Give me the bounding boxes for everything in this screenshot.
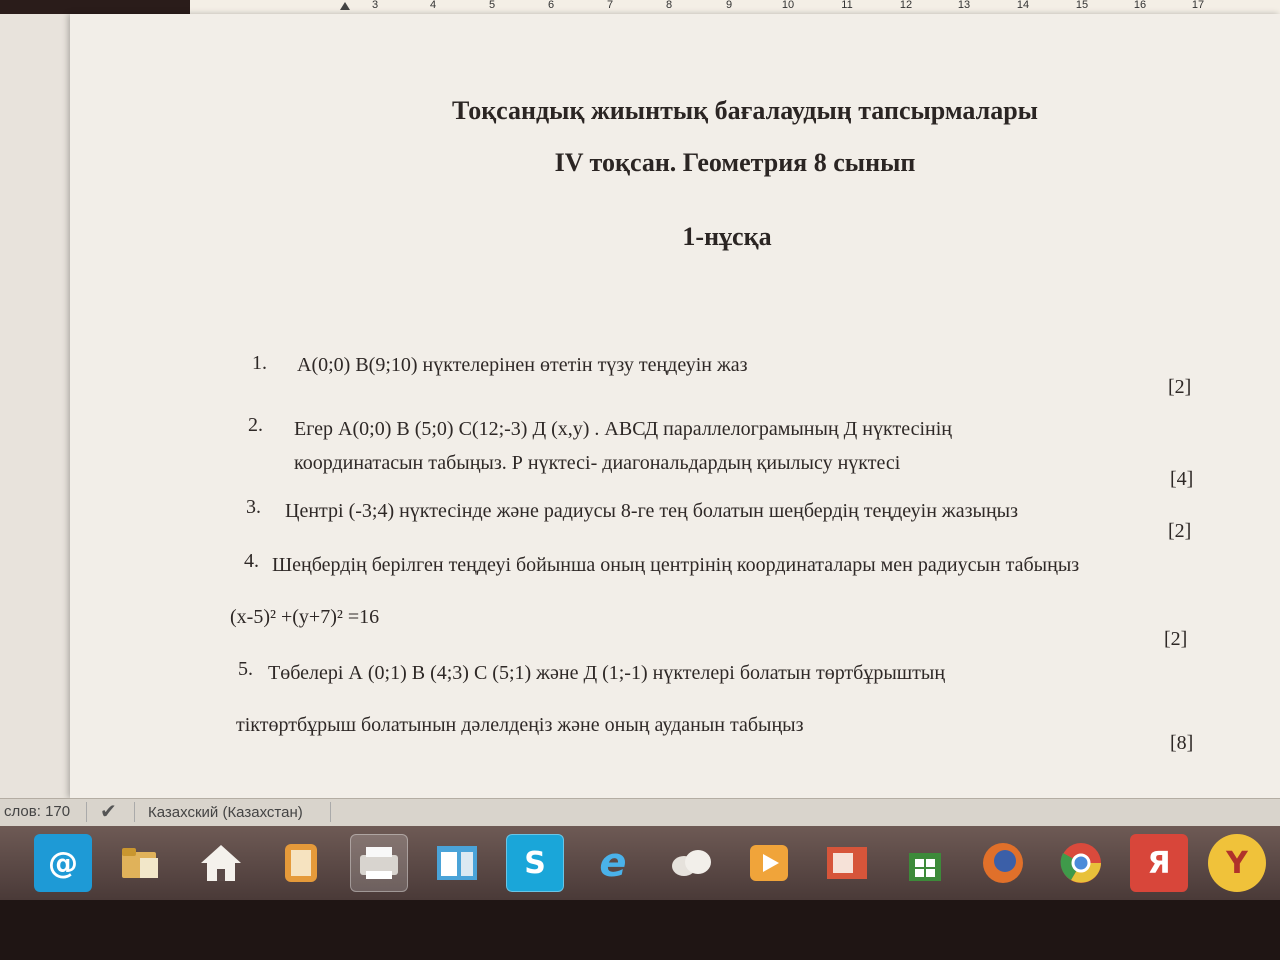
circle-equation: (х-5)² +(у+7)² =16 xyxy=(230,606,380,628)
windows-taskbar xyxy=(0,826,1280,900)
ruler-tick: 13 xyxy=(957,0,971,11)
question-number: 5. xyxy=(238,658,253,680)
skype-icon[interactable]: S xyxy=(506,834,564,892)
question-score: [2] xyxy=(1168,520,1192,542)
yandex-browser-icon[interactable]: Y xyxy=(1208,834,1266,892)
question-score: [2] xyxy=(1168,376,1192,398)
ruler-tick: 14 xyxy=(1016,0,1030,11)
powerpoint-icon[interactable] xyxy=(818,834,876,892)
folder-icon xyxy=(120,844,162,882)
documents-icon[interactable] xyxy=(272,834,330,892)
question-text: Центрі (-3;4) нүктесінде және радиусы 8-ге тең болатын шеңбердің теңдеуін жазыңыз xyxy=(285,500,1018,522)
scanner-icon[interactable] xyxy=(350,834,408,892)
yandex-icon[interactable]: Я xyxy=(1130,834,1188,892)
question-text: А(0;0) В(9;10) нүктелерінен өтетін түзу теңдеуін жаз xyxy=(297,354,748,376)
status-divider xyxy=(134,802,135,822)
ruler-tick: 7 xyxy=(606,0,614,11)
status-bar xyxy=(0,798,1280,827)
ruler-tick: 16 xyxy=(1133,0,1147,11)
document-title: Тоқсандық жиынтық бағалаудың тапсырмалары xyxy=(452,96,1038,125)
media-player-icon[interactable] xyxy=(740,834,798,892)
language-indicator[interactable]: Казахский (Казахстан) xyxy=(148,804,303,821)
ruler-tick: 8 xyxy=(665,0,673,11)
question-score: [2] xyxy=(1164,628,1188,650)
house-icon xyxy=(199,843,243,883)
document-workspace[interactable] xyxy=(0,14,1280,798)
status-divider xyxy=(330,802,331,822)
ruler-tick: 6 xyxy=(547,0,555,11)
ruler-tick: 9 xyxy=(725,0,733,11)
mail-agent-icon[interactable]: @ xyxy=(34,834,92,892)
question-number: 2. xyxy=(248,414,263,436)
question-score: [4] xyxy=(1170,468,1194,490)
chrome-icon[interactable] xyxy=(1052,834,1110,892)
presentation-icon xyxy=(825,843,869,883)
ruler-tick: 3 xyxy=(371,0,379,11)
ruler-tick: 11 xyxy=(841,0,853,11)
ruler-tick: 10 xyxy=(781,0,795,11)
question-score: [8] xyxy=(1170,732,1194,754)
chrome-logo-icon xyxy=(1059,841,1103,885)
variant-heading: 1-нұсқа xyxy=(682,222,772,251)
firefox-icon[interactable] xyxy=(974,834,1032,892)
play-icon xyxy=(748,843,790,883)
store-icon[interactable] xyxy=(896,834,954,892)
word-count[interactable]: слов: 170 xyxy=(4,803,71,820)
ruler-tick: 5 xyxy=(488,0,496,11)
question-number: 4. xyxy=(244,550,259,572)
question-text: Шеңбердің берілген теңдеуі бойынша оның центрінің координаталары мен радиусын табыңыз xyxy=(272,554,1080,576)
ruler-tick: 17 xyxy=(1191,0,1205,11)
ruler-tick: 12 xyxy=(899,0,913,11)
question-text: Төбелері А (0;1) В (4;3) С (5;1) және Д (1;-1) нүктелері болатын төртбұрыштың xyxy=(268,662,946,684)
window-app-icon[interactable] xyxy=(428,834,486,892)
horizontal-ruler[interactable] xyxy=(190,0,1280,15)
ruler-tick: 4 xyxy=(429,0,437,11)
question-number: 1. xyxy=(252,352,267,374)
printer-icon xyxy=(356,843,402,883)
status-divider xyxy=(86,802,87,822)
question-text: тіктөртбұрыш болатынын дәлелдеңіз және оның ауданын табыңыз xyxy=(236,714,804,736)
monitor-bezel xyxy=(0,900,1280,960)
cloud-app-icon[interactable] xyxy=(662,834,720,892)
question-number: 3. xyxy=(246,496,261,518)
document-subtitle: IV тоқсан. Геометрия 8 сынып xyxy=(554,148,916,177)
shopping-bag-icon xyxy=(905,843,945,883)
cloud-icon xyxy=(668,846,714,880)
browser-globe-icon xyxy=(981,841,1025,885)
question-text: координатасын табыңыз. Р нүктесі- диагональдардың қиылысу нүктесі xyxy=(294,452,901,474)
notes-icon xyxy=(281,842,321,884)
indent-marker[interactable] xyxy=(340,2,350,10)
question-text: Егер А(0;0) В (5;0) С(12;-3) Д (х,у) . АВСД параллелограмының Д нүктесінің xyxy=(294,418,952,440)
proofing-check-icon[interactable]: ✔ xyxy=(100,801,117,823)
home-icon[interactable] xyxy=(192,834,250,892)
file-explorer-icon[interactable] xyxy=(112,834,170,892)
document-page[interactable] xyxy=(70,14,1280,798)
ruler-tick: 15 xyxy=(1075,0,1089,11)
internet-explorer-icon[interactable]: e xyxy=(599,840,627,886)
window-icon xyxy=(435,844,479,882)
